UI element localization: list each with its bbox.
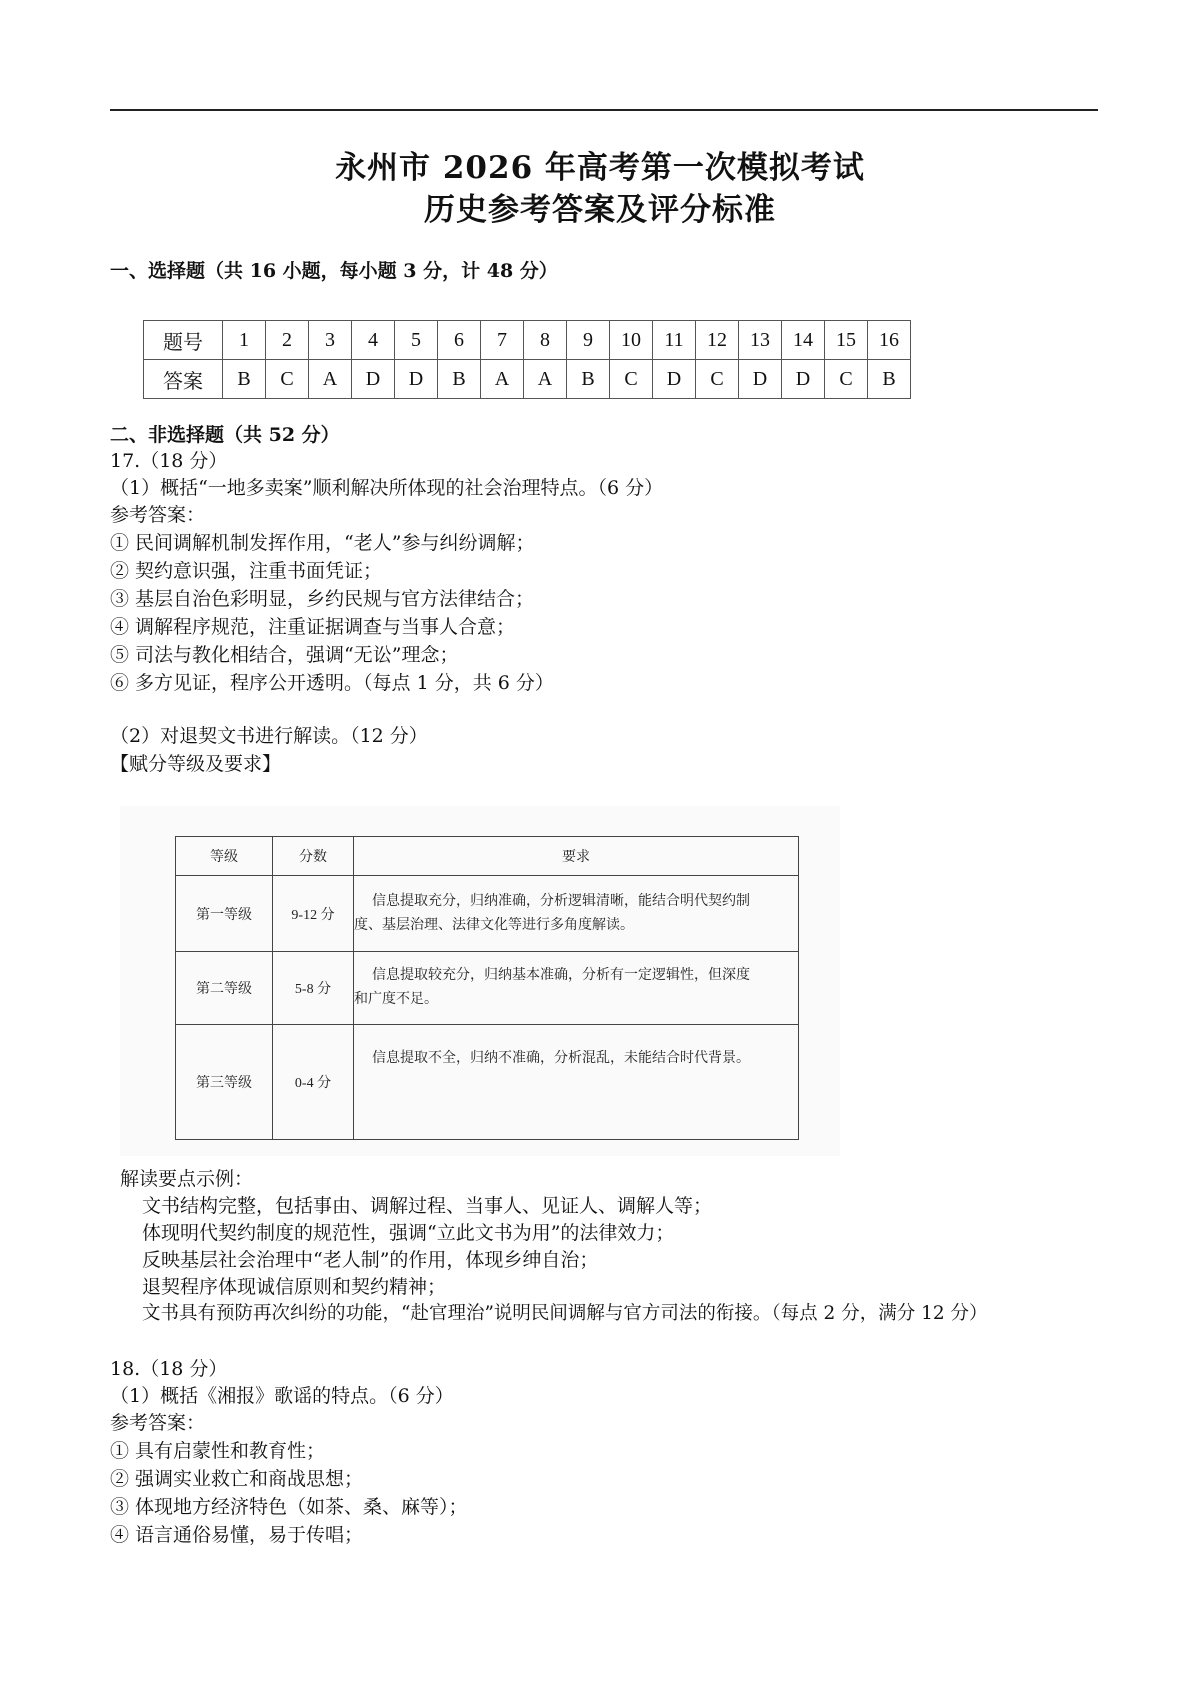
question-number: 15 — [825, 321, 868, 360]
grading-row — [176, 952, 799, 1025]
q17-point: ⑤ 司法与教化相结合，强调“无讼”理念； — [110, 644, 459, 666]
answer-cell: D — [782, 360, 825, 399]
requirement-text: 信息提取较充分，归纳基本准确，分析有一定逻辑性，但深度 — [372, 968, 750, 983]
q17-point: ① 民间调解机制发挥作用，“老人”参与纠纷调解； — [110, 532, 535, 554]
example-point: 文书结构完整，包括事由、调解过程、当事人、见证人、调解人等； — [142, 1195, 713, 1217]
grading-requirement — [354, 876, 799, 952]
requirement-text: 信息提取充分，归纳准确，分析逻辑清晰，能结合明代契约制 — [372, 893, 750, 909]
answer-cell: B — [567, 360, 610, 399]
answer-cell: B — [223, 360, 266, 399]
grading-header-row — [176, 837, 799, 876]
answer-cell: A — [481, 360, 524, 399]
q17-part2-prompt: （2）对退契文书进行解读。（12 分） — [110, 725, 428, 747]
section1-heading: 一、选择题（共 16 小题，每小题 3 分，计 48 分） — [110, 260, 558, 282]
q18-point: ④ 语言通俗易懂，易于传唱； — [110, 1524, 364, 1546]
answer-cell: D — [352, 360, 395, 399]
q18-point: ② 强调实业救亡和商战思想； — [110, 1468, 364, 1490]
document-title: 永州市 2026 年高考第一次模拟考试 — [335, 150, 865, 186]
row-label-answer: 答案 — [144, 360, 223, 399]
q18-label: 18.（18 分） — [110, 1358, 228, 1380]
q17-part1-prompt: （1）概括“一地多卖案”顺利解决所体现的社会治理特点。（6 分） — [110, 477, 664, 499]
q17-point: ③ 基层自治色彩明显，乡约民规与官方法律结合； — [110, 588, 535, 610]
grading-score: 5-8 分 — [273, 952, 354, 1025]
q18-point: ③ 体现地方经济特色（如茶、桑、麻等）； — [110, 1496, 468, 1518]
answer-cell: C — [696, 360, 739, 399]
question-number: 10 — [610, 321, 653, 360]
grading-score: 0-4 分 — [273, 1025, 354, 1140]
question-number: 13 — [739, 321, 782, 360]
answer-cell: A — [524, 360, 567, 399]
grading-requirement — [354, 1025, 799, 1140]
answer-cell: C — [266, 360, 309, 399]
q17-point: ④ 调解程序规范，注重证据调查与当事人合意； — [110, 616, 516, 638]
question-number: 1 — [223, 321, 266, 360]
answer-cell: C — [610, 360, 653, 399]
grading-level: 第一等级 — [176, 876, 273, 952]
question-number: 9 — [567, 321, 610, 360]
question-number: 8 — [524, 321, 567, 360]
example-point: 反映基层社会治理中“老人制”的作用，体现乡绅自治； — [142, 1249, 599, 1271]
grading-row — [176, 876, 799, 952]
grading-score: 9-12 分 — [273, 876, 354, 952]
q17-point: ② 契约意识强，注重书面凭证； — [110, 560, 383, 582]
grading-header-score: 分数 — [273, 837, 354, 876]
question-number: 2 — [266, 321, 309, 360]
examples-label: 解读要点示例： — [120, 1168, 254, 1190]
q18-part1-prompt: （1）概括《湘报》歌谣的特点。（6 分） — [110, 1385, 454, 1407]
q17-ref-label: 参考答案： — [110, 504, 206, 526]
requirement-text: 度、基层治理、法律文化等进行多角度解读。 — [354, 917, 634, 933]
grading-level: 第三等级 — [176, 1025, 273, 1140]
answer-table-number-row — [144, 321, 911, 360]
grading-label: 【赋分等级及要求】 — [110, 753, 282, 775]
section2-heading: 二、非选择题（共 52 分） — [110, 424, 340, 446]
answer-cell: D — [395, 360, 438, 399]
question-number: 5 — [395, 321, 438, 360]
grading-header-level: 等级 — [176, 837, 273, 876]
answer-cell: D — [739, 360, 782, 399]
answer-cell: C — [825, 360, 868, 399]
answer-cell: A — [309, 360, 352, 399]
example-point: 文书具有预防再次纠纷的功能，“赴官理治”说明民间调解与官方司法的衔接。（每点 2 分，满分 12 分） — [142, 1303, 988, 1324]
grading-row — [176, 1025, 799, 1140]
question-number: 16 — [868, 321, 911, 360]
question-number: 3 — [309, 321, 352, 360]
question-number: 6 — [438, 321, 481, 360]
grading-level: 第二等级 — [176, 952, 273, 1025]
grading-header-requirement: 要求 — [354, 837, 799, 876]
answer-table — [143, 320, 911, 399]
answer-cell: B — [438, 360, 481, 399]
q18-ref-label: 参考答案： — [110, 1412, 206, 1434]
row-label-number: 题号 — [144, 321, 223, 360]
q17-point: ⑥ 多方见证，程序公开透明。（每点 1 分，共 6 分） — [110, 672, 554, 694]
question-number: 14 — [782, 321, 825, 360]
answer-cell: B — [868, 360, 911, 399]
grading-table — [175, 836, 799, 1140]
document-subtitle: 历史参考答案及评分标准 — [424, 192, 776, 228]
answer-cell: D — [653, 360, 696, 399]
requirement-text: 信息提取不全，归纳不准确，分析混乱，未能结合时代背景。 — [372, 1051, 750, 1066]
question-number: 12 — [696, 321, 739, 360]
question-number: 4 — [352, 321, 395, 360]
question-number: 11 — [653, 321, 696, 360]
grading-requirement — [354, 952, 799, 1025]
answer-table-answer-row — [144, 360, 911, 399]
q17-label: 17.（18 分） — [110, 450, 228, 472]
q18-point: ① 具有启蒙性和教育性； — [110, 1440, 326, 1462]
top-rule — [110, 109, 1098, 111]
requirement-text: 和广度不足。 — [354, 992, 438, 1007]
example-point: 退契程序体现诚信原则和契约精神； — [142, 1276, 447, 1298]
question-number: 7 — [481, 321, 524, 360]
example-point: 体现明代契约制度的规范性，强调“立此文书为用”的法律效力； — [142, 1222, 675, 1244]
